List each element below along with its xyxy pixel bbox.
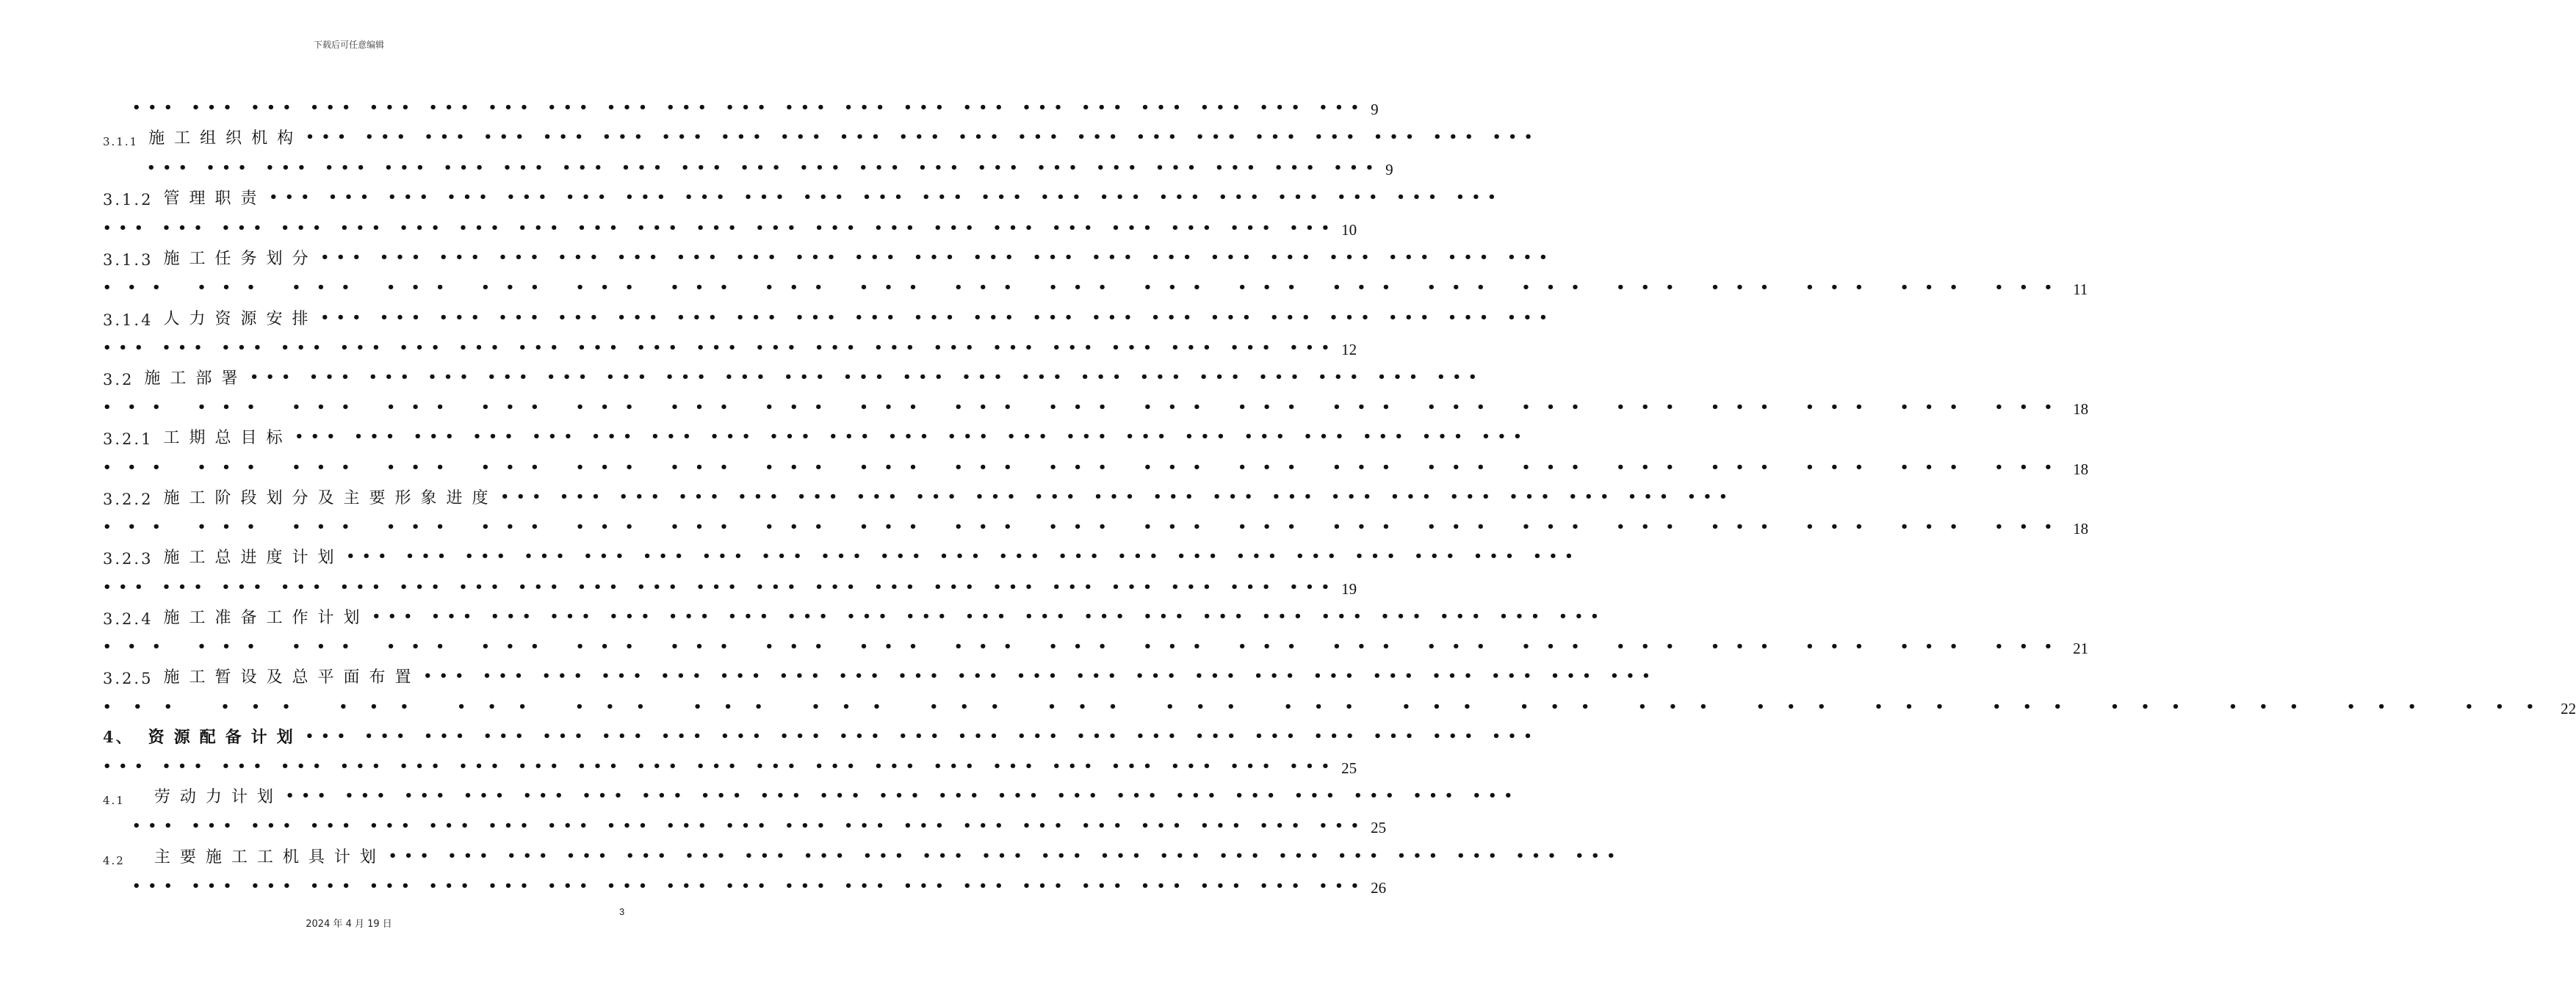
toc-entry-3-2-2-cont[interactable] — [103, 513, 2089, 538]
leader-dots: ••• ••• ••• ••• ••• ••• ••• ••• ••• ••• ••• ••• ••• ••• ••• ••• ••• ••• ••• ••• ••• — [103, 220, 1338, 236]
toc-title: 施工部署 — [144, 369, 248, 388]
leader-dots: ••• ••• ••• ••• ••• ••• ••• ••• ••• ••• ••• ••• ••• ••• ••• ••• ••• ••• ••• ••• ••• — [103, 519, 2069, 535]
leader-dots: ••• ••• ••• ••• ••• ••• ••• ••• ••• ••• ••• ••• ••• ••• ••• ••• ••• ••• ••• ••• ••• — [320, 250, 1555, 265]
leader-dots: ••• ••• ••• ••• ••• ••• ••• ••• ••• ••• ••• ••• ••• ••• ••• ••• ••• ••• ••• ••• ••• — [346, 549, 1581, 564]
toc-entry-3-2-2[interactable] — [103, 483, 1735, 508]
toc-page-number: 19 — [1341, 580, 1357, 598]
toc-page-number: 18 — [2073, 400, 2089, 418]
leader-dots: ••• ••• ••• ••• ••• ••• ••• ••• ••• ••• ••• ••• ••• ••• ••• ••• ••• ••• ••• ••• ••• — [103, 400, 2069, 415]
toc-page-number: 12 — [1341, 341, 1357, 358]
leader-dots: ••• ••• ••• ••• ••• ••• ••• ••• ••• ••• ••• ••• ••• ••• ••• ••• ••• ••• ••• ••• ••• — [305, 728, 1540, 744]
toc-number: 3.2.4 — [103, 610, 154, 628]
toc-number: 3.2.3 — [103, 550, 154, 568]
toc-entry-3-1-2[interactable] — [103, 184, 1504, 209]
toc-entry-3-2-5[interactable] — [103, 662, 1658, 687]
toc-entry-3-1-2-cont[interactable] — [103, 214, 1357, 239]
toc-title: 施工暂设及总平面布置 — [163, 668, 421, 687]
toc-entry-3-1-1-cont[interactable] — [147, 154, 1393, 179]
leader-dots: ••• ••• ••• ••• ••• ••• ••• ••• ••• ••• ••• ••• ••• ••• ••• ••• ••• ••• ••• ••• ••• — [388, 848, 1623, 864]
page-number: 3 — [619, 906, 625, 917]
toc-title: 施工组织机构 — [148, 129, 303, 148]
toc-entry-continuation[interactable] — [132, 94, 1379, 119]
leader-dots: ••• ••• ••• ••• ••• ••• ••• ••• ••• ••• ••• ••• ••• ••• ••• ••• ••• ••• ••• ••• ••• — [285, 788, 1520, 803]
leader-dots: ••• ••• ••• ••• ••• ••• ••• ••• ••• ••• ••• ••• ••• ••• ••• ••• ••• ••• ••• ••• ••• — [269, 189, 1504, 205]
leader-dots: ••• ••• ••• ••• ••• ••• ••• ••• ••• ••• ••• ••• ••• ••• ••• ••• ••• ••• ••• ••• ••• — [500, 489, 1735, 505]
toc-title: 人力资源安排 — [163, 310, 318, 328]
toc-number: 3.2 — [103, 371, 134, 388]
leader-dots: ••• ••• ••• ••• ••• ••• ••• ••• ••• ••• ••• ••• ••• ••• ••• ••• ••• ••• ••• ••• ••• — [103, 699, 2557, 715]
toc-title: 劳动力计划 — [154, 788, 283, 806]
toc-entry-3-2-3-cont[interactable] — [103, 574, 1357, 599]
toc-entry-4[interactable] — [103, 723, 1540, 748]
toc-entry-3-2[interactable] — [103, 364, 1484, 388]
toc-entry-3-1-4-cont[interactable] — [103, 334, 1357, 359]
toc-number: 3.2.5 — [103, 670, 154, 687]
toc-page-number: 25 — [1341, 759, 1357, 777]
leader-dots: ••• ••• ••• ••• ••• ••• ••• ••• ••• ••• ••• ••• ••• ••• ••• ••• ••• ••• ••• ••• ••• — [147, 160, 1382, 176]
leader-dots: ••• ••• ••• ••• ••• ••• ••• ••• ••• ••• ••• ••• ••• ••• ••• ••• ••• ••• ••• ••• ••• — [320, 310, 1555, 325]
toc-title: 资源配备计划 — [148, 728, 303, 747]
toc-entry-4-1-cont[interactable] — [132, 812, 1387, 837]
toc-entry-3-1-3-cont[interactable] — [103, 274, 2088, 299]
toc-number: 3.1.3 — [103, 251, 154, 269]
toc-page-number: 25 — [1371, 819, 1387, 836]
leader-dots: ••• ••• ••• ••• ••• ••• ••• ••• ••• ••• ••• ••• ••• ••• ••• ••• ••• ••• ••• ••• ••• — [295, 429, 1529, 444]
toc-page-number: 11 — [2073, 281, 2088, 298]
toc-entry-3-1-1[interactable] — [103, 123, 1540, 148]
leader-dots: ••• ••• ••• ••• ••• ••• ••• ••• ••• ••• ••• ••• ••• ••• ••• ••• ••• ••• ••• ••• ••• — [132, 818, 1367, 834]
toc-entry-4-2-cont[interactable] — [132, 872, 1387, 897]
leader-dots: ••• ••• ••• ••• ••• ••• ••• ••• ••• ••• ••• ••• ••• ••• ••• ••• ••• ••• ••• ••• ••• — [103, 579, 1338, 595]
toc-entry-3-2-1[interactable] — [103, 423, 1529, 448]
toc-title: 施工阶段划分及主要形象进度 — [163, 489, 498, 507]
leader-dots: ••• ••• ••• ••• ••• ••• ••• ••• ••• ••• ••• ••• ••• ••• ••• ••• ••• ••• ••• ••• ••• — [132, 878, 1367, 894]
toc-entry-3-1-3[interactable] — [103, 244, 1555, 269]
toc-page-number: 26 — [1371, 879, 1387, 897]
toc-entry-4-1[interactable] — [103, 782, 1520, 807]
toc-entry-3-1-4[interactable] — [103, 304, 1555, 329]
toc-page-number: 22 — [2561, 700, 2576, 717]
leader-dots: ••• ••• ••• ••• ••• ••• ••• ••• ••• ••• ••• ••• ••• ••• ••• ••• ••• ••• ••• ••• ••• — [103, 280, 2069, 295]
toc-entry-3-2-cont[interactable] — [103, 394, 2089, 419]
toc-number: 4.1 — [103, 794, 125, 807]
toc-page-number: 18 — [2073, 460, 2089, 478]
toc-entry-3-2-4[interactable] — [103, 603, 1606, 628]
toc-entry-4-2[interactable] — [103, 842, 1623, 867]
toc-entry-3-2-3[interactable] — [103, 543, 1581, 568]
toc-number: 4、 — [103, 728, 134, 746]
toc-page-number: 9 — [1385, 161, 1393, 178]
toc-number: 3.1.1 — [103, 135, 139, 148]
leader-dots: ••• ••• ••• ••• ••• ••• ••• ••• ••• ••• ••• ••• ••• ••• ••• ••• ••• ••• ••• ••• ••• — [372, 609, 1606, 624]
toc-page-number: 18 — [2073, 520, 2089, 538]
leader-dots: ••• ••• ••• ••• ••• ••• ••• ••• ••• ••• ••• ••• ••• ••• ••• ••• ••• ••• ••• ••• ••• — [250, 369, 1484, 385]
toc-page-number: 10 — [1341, 221, 1357, 239]
toc-entry-3-2-4-cont[interactable] — [103, 633, 2089, 658]
toc-entry-3-2-5-cont[interactable] — [103, 693, 2576, 718]
footer-date: 2024 年 4 月 19 日 — [306, 919, 392, 930]
toc-number: 4.2 — [103, 854, 125, 867]
leader-dots: ••• ••• ••• ••• ••• ••• ••• ••• ••• ••• ••• ••• ••• ••• ••• ••• ••• ••• ••• ••• ••• — [103, 639, 2069, 654]
toc-title: 主要施工工机具计划 — [154, 848, 386, 867]
toc-title: 管理职责 — [163, 189, 267, 208]
leader-dots: ••• ••• ••• ••• ••• ••• ••• ••• ••• ••• ••• ••• ••• ••• ••• ••• ••• ••• ••• ••• ••• — [132, 100, 1367, 115]
page-header: 下载后可任意编辑 — [313, 40, 384, 50]
leader-dots: ••• ••• ••• ••• ••• ••• ••• ••• ••• ••• ••• ••• ••• ••• ••• ••• ••• ••• ••• ••• ••• — [103, 340, 1338, 355]
toc-number: 3.1.4 — [103, 311, 154, 329]
toc-title: 工期总目标 — [163, 429, 292, 447]
toc-entry-3-2-1-cont[interactable] — [103, 454, 2089, 479]
toc-title: 施工准备工作计划 — [163, 609, 369, 627]
toc-number: 3.2.2 — [103, 491, 154, 508]
leader-dots: ••• ••• ••• ••• ••• ••• ••• ••• ••• ••• ••• ••• ••• ••• ••• ••• ••• ••• ••• ••• ••• — [103, 460, 2069, 475]
toc-number: 3.1.2 — [103, 191, 154, 209]
toc-title: 施工任务划分 — [163, 250, 318, 268]
toc-title: 施工总进度计划 — [163, 549, 344, 567]
toc-number: 3.2.1 — [103, 430, 154, 448]
toc-entry-4-cont[interactable] — [103, 753, 1357, 778]
toc-page-number: 9 — [1371, 101, 1379, 118]
leader-dots: ••• ••• ••• ••• ••• ••• ••• ••• ••• ••• ••• ••• ••• ••• ••• ••• ••• ••• ••• ••• ••• — [423, 668, 1658, 684]
leader-dots: ••• ••• ••• ••• ••• ••• ••• ••• ••• ••• ••• ••• ••• ••• ••• ••• ••• ••• ••• ••• ••• — [306, 129, 1540, 145]
toc-page-number: 21 — [2073, 640, 2089, 657]
leader-dots: ••• ••• ••• ••• ••• ••• ••• ••• ••• ••• ••• ••• ••• ••• ••• ••• ••• ••• ••• ••• ••• — [103, 759, 1338, 774]
